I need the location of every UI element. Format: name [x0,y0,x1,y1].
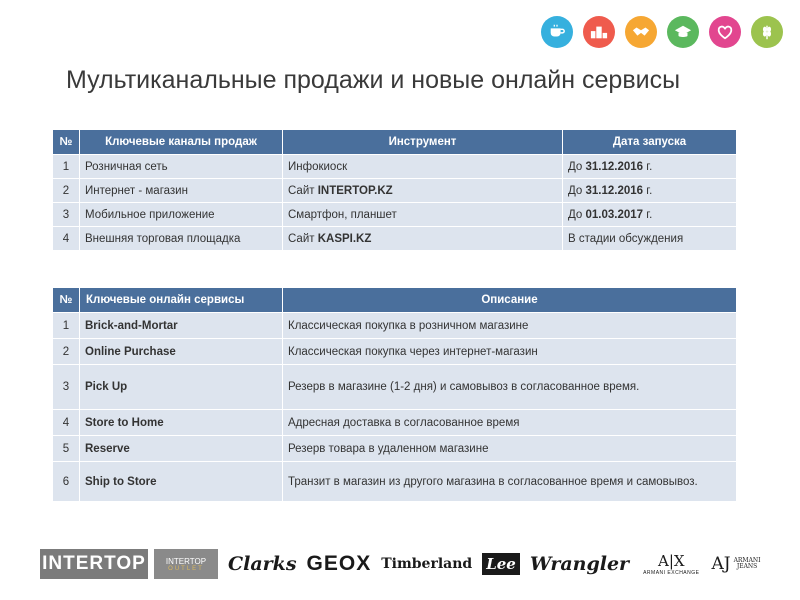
wrangler-logo: Wrangler [529,553,630,575]
table-row [53,365,737,410]
date-value: 31.12.2016 [585,184,644,197]
outlet-logo-bottom: OUTLET [168,565,204,572]
table-header-row [53,130,737,155]
heart-icon [709,16,741,48]
brand-logos-row [40,546,761,582]
wheat-icon [751,16,783,48]
aj-logo-text [734,558,761,570]
aj-logo-text-2: JEANS [736,563,758,570]
date-suffix: г. [643,160,653,173]
table-row [53,203,737,227]
row-number: 6 [53,462,80,502]
row-number: 2 [53,179,80,203]
page-title: Мультиканальные продажи и новые онлайн сервисы [66,66,681,94]
ax-logo-mark: A|X [657,552,685,570]
date-prefix: До [568,184,586,197]
table-row [53,227,737,251]
clarks-logo: Clarks [228,553,297,575]
intertop-logo: INTERTOP [40,549,148,579]
channel-cell: Внешняя торговая площадка [80,227,283,251]
geox-logo: GEOX [306,552,372,575]
service-cell: Store to Home [80,410,283,436]
date-value: 01.03.2017 [585,208,644,221]
lee-logo: Lee [482,553,520,575]
column-header-tool: Инструмент [283,130,563,155]
graduation-cap-icon [667,16,699,48]
description-cell: Резерв товара в удаленном магазине [283,436,737,462]
date-cell: В стадии обсуждения [563,227,737,251]
handshake-icon [625,16,657,48]
description-cell: Резерв в магазине (1-2 дня) и самовывоз в согласованное время. [283,365,737,410]
ax-logo-text: ARMANI EXCHANGE [643,570,700,576]
tool-prefix: Сайт [288,232,318,245]
row-number: 3 [53,365,80,410]
timberland-logo: Timberland [381,556,473,572]
service-cell: Brick-and-Mortar [80,313,283,339]
channel-cell: Интернет - магазин [80,179,283,203]
table-row [53,462,737,502]
row-number: 1 [53,313,80,339]
service-cell: Online Purchase [80,339,283,365]
column-header-service: Ключевые онлайн сервисы [80,288,283,313]
tool-cell [283,227,563,251]
table-row [53,313,737,339]
column-header-number: № [53,288,80,313]
date-prefix: До [568,208,586,221]
channel-cell: Розничная сеть [80,155,283,179]
table-row [53,436,737,462]
date-suffix: г. [643,208,653,221]
date-suffix: г. [643,184,653,197]
tool-site: KASPI.KZ [317,232,372,245]
row-number: 4 [53,227,80,251]
online-services-table [52,287,737,502]
column-header-launch-date: Дата запуска [563,130,737,155]
column-header-channel: Ключевые каналы продаж [80,130,283,155]
row-number: 2 [53,339,80,365]
armani-jeans-logo [711,554,760,574]
table-row [53,179,737,203]
row-number: 3 [53,203,80,227]
row-number: 1 [53,155,80,179]
intertop-outlet-logo [154,549,218,579]
podium-icon [583,16,615,48]
aj-logo-text-1: ARMANI [733,557,761,564]
description-cell: Классическая покупка в розничном магазине [283,313,737,339]
outlet-logo-top: INTERTOP [165,556,207,566]
service-cell: Pick Up [80,365,283,410]
table-row [53,339,737,365]
service-cell: Ship to Store [80,462,283,502]
service-cell: Reserve [80,436,283,462]
date-cell [563,203,737,227]
tool-cell [283,179,563,203]
aj-logo-mark: AJ [711,554,731,574]
row-number: 4 [53,410,80,436]
armani-exchange-logo [643,552,699,576]
cup-icon [541,16,573,48]
top-icon-row [541,16,783,48]
description-cell: Транзит в магазин из другого магазина в согласованное время и самовывоз. [283,462,737,502]
tool-cell: Инфокиоск [283,155,563,179]
description-cell: Классическая покупка через интернет-магазин [283,339,737,365]
tool-site: INTERTOP.KZ [317,184,393,197]
date-cell [563,155,737,179]
tool-prefix: Сайт [288,184,318,197]
tool-cell: Смартфон, планшет [283,203,563,227]
table-header-row [53,288,737,313]
date-cell [563,179,737,203]
channel-cell: Мобильное приложение [80,203,283,227]
table-row [53,410,737,436]
column-header-description: Описание [283,288,737,313]
row-number: 5 [53,436,80,462]
date-prefix: До [568,160,586,173]
description-cell: Адресная доставка в согласованное время [283,410,737,436]
table-row [53,155,737,179]
sales-channels-table [52,129,737,251]
date-value: 31.12.2016 [585,160,644,173]
column-header-number: № [53,130,80,155]
